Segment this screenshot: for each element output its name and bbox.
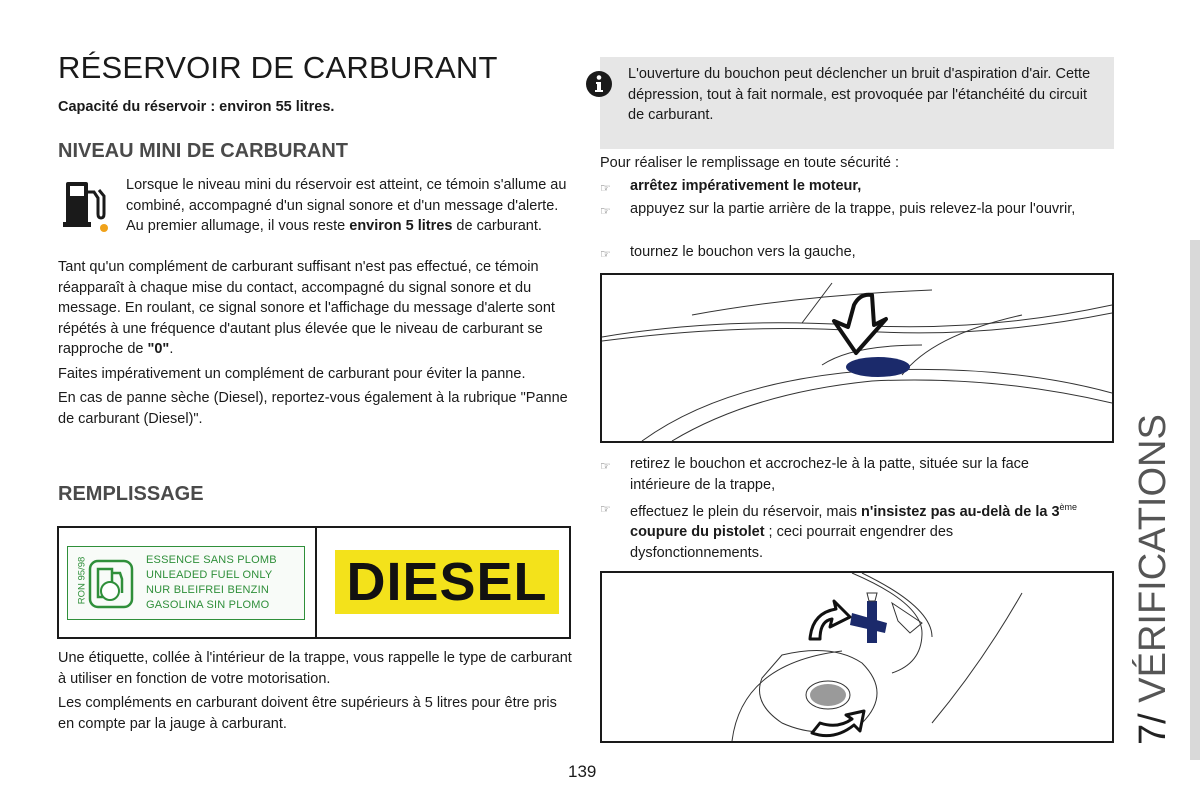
- diesel-label: DIESEL: [335, 550, 559, 614]
- labels-divider: [315, 528, 317, 637]
- step-item: ☞ arrêtez impérativement le moteur,: [600, 176, 1090, 197]
- hand-pointer-icon: ☞: [600, 459, 611, 473]
- chapter-side-tab: [1190, 240, 1200, 760]
- chapter-number: 7/: [1132, 713, 1174, 745]
- unleaded-line: UNLEADED FUEL ONLY: [146, 569, 273, 581]
- fuel-cap-illustration: [600, 571, 1114, 743]
- info-icon: [585, 70, 613, 98]
- step-item: ☞ effectuez le plein du réservoir, mais n'insistez pas au-delà de la 3ème coupure du pistolet ; ceci pourrait engendrer des dysfonctionnements.: [600, 497, 1090, 563]
- low-fuel-paragraph: Faites impérativement un complément de carburant pour éviter la panne.: [58, 365, 526, 382]
- step-item: ☞ retirez le bouchon et accrochez-le à la patte, située sur la face intérieure de la trappe,: [600, 456, 1029, 493]
- low-fuel-warning-text: Lorsque le niveau mini du réservoir est atteint, ce témoin s'allume au combiné, accompagné d'un signal sonore et d'un message d'alerte. Au premier allumage, il vous reste environ 5 litres de carburant.: [126, 177, 567, 234]
- tank-capacity: Capacité du réservoir : environ 55 litres.: [58, 99, 335, 115]
- section-heading-remplissage: REMPLISSAGE: [58, 483, 204, 505]
- fuel-label-paragraph: Une étiquette, collée à l'intérieur de la trappe, vous rappelle le type de carburant à utiliser en fonction de votre motorisation.: [58, 650, 572, 687]
- hand-pointer-icon: ☞: [600, 181, 611, 195]
- low-fuel-body: [58, 257, 573, 433]
- hand-pointer-icon: ☞: [600, 247, 611, 261]
- unleaded-pump-icon: [88, 559, 134, 614]
- unleaded-label: [67, 546, 305, 620]
- fuel-label-paragraph: Les compléments en carburant doivent être supérieurs à 5 litres pour être pris en compte par la jauge à carburant.: [58, 695, 557, 732]
- low-fuel-paragraph: Tant qu'un complément de carburant suffisant n'est pas effectué, ce témoin réapparaît à chaque mise du contact, accompagné du signal sonore et du message. En roulant, ce signal sonore et l'affichage du message d'alerte sont répétés à une fréquence d'autant plus élevée que le niveau de carburant se rapproche de "0".: [58, 259, 555, 357]
- low-fuel-paragraph: En cas de panne sèche (Diesel), reportez-vous également à la rubrique "Panne de carburant (Diesel)".: [58, 390, 568, 427]
- hand-pointer-icon: ☞: [600, 204, 611, 218]
- unleaded-line: NUR BLEIFREI BENZIN: [146, 584, 269, 596]
- step-item: ☞ tournez le bouchon vers la gauche,: [600, 242, 1090, 263]
- hand-pointer-icon: ☞: [600, 502, 611, 516]
- chapter-title: [1132, 414, 1176, 745]
- page-title: RÉSERVOIR DE CARBURANT: [58, 50, 498, 85]
- info-note-text: L'ouverture du bouchon peut déclencher un bruit d'aspiration d'air. Cette dépression, tout à fait normale, est provoquée par l'étanchéité du circuit de carburant.: [628, 66, 1091, 123]
- page-number: 139: [568, 762, 597, 781]
- unleaded-label-text: [146, 553, 277, 613]
- fuel-pump-warning-icon: [60, 178, 112, 234]
- step-item: ☞ appuyez sur la partie arrière de la trappe, puis relevez-la pour l'ouvrir,: [600, 199, 1090, 220]
- steps-intro: Pour réaliser le remplissage en toute sécurité :: [600, 155, 900, 171]
- fuel-type-labels: [57, 526, 571, 639]
- section-heading-niveau: NIVEAU MINI DE CARBURANT: [58, 140, 348, 162]
- unleaded-line: ESSENCE SANS PLOMB: [146, 554, 277, 566]
- ron-label: RON 95/98: [76, 556, 88, 605]
- fuel-label-body: [58, 648, 573, 738]
- chapter-name: VÉRIFICATIONS: [1132, 414, 1174, 703]
- unleaded-line: GASOLINA SIN PLOMO: [146, 599, 270, 611]
- fuel-flap-illustration: [600, 273, 1114, 443]
